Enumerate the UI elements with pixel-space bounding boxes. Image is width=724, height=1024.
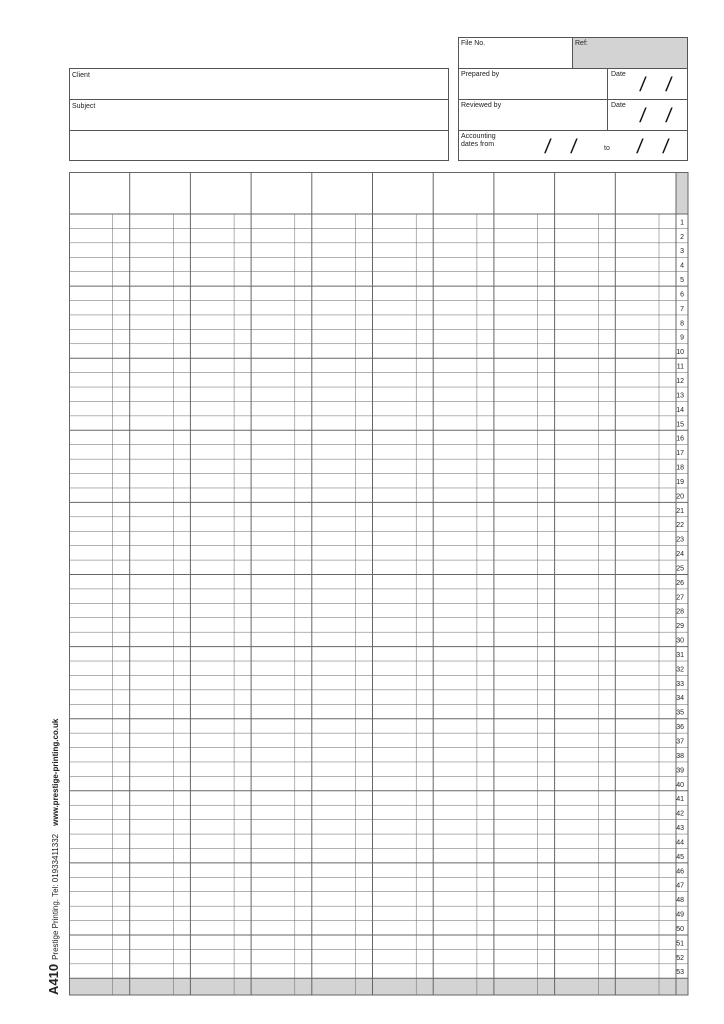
row-number: 43 — [676, 825, 684, 833]
row-number: 35 — [676, 709, 684, 717]
prepared-date-label: Date — [611, 71, 626, 78]
row-number: 39 — [676, 767, 684, 775]
dates-from-label: dates from — [461, 141, 495, 148]
file-no-field[interactable] — [458, 37, 573, 69]
extra-info-field[interactable] — [69, 130, 449, 161]
client-label: Client — [72, 72, 90, 79]
row-number: 11 — [676, 363, 684, 371]
to-label: to — [604, 145, 610, 152]
row-number: 9 — [680, 334, 684, 342]
row-number: 41 — [676, 796, 684, 804]
date-separator: / — [569, 136, 579, 158]
row-number: 23 — [676, 536, 684, 544]
file-no-label: File No. — [461, 40, 486, 47]
reviewed-by-label: Reviewed by — [461, 102, 502, 109]
number-column-header — [676, 173, 688, 215]
row-number: 30 — [676, 637, 684, 645]
row-number: 37 — [676, 738, 684, 746]
date-separator: / — [543, 136, 553, 158]
date-separator: / — [638, 105, 648, 127]
accounting-dates-field[interactable] — [458, 130, 688, 161]
row-number: 32 — [676, 666, 684, 674]
row-number: 47 — [676, 882, 684, 890]
row-number: 27 — [676, 594, 684, 602]
row-number: 24 — [676, 551, 684, 559]
row-number: 6 — [680, 291, 684, 299]
ref-field[interactable] — [572, 37, 688, 69]
row-number: 38 — [676, 752, 684, 760]
row-number: 16 — [676, 435, 684, 443]
row-number: 3 — [680, 248, 684, 256]
row-number: 18 — [676, 464, 684, 472]
date-separator: / — [635, 136, 645, 158]
row-number: 20 — [676, 493, 684, 501]
row-number: 8 — [680, 320, 684, 328]
ref-label: Ref: — [575, 40, 588, 47]
row-number: 48 — [676, 897, 684, 905]
row-number: 21 — [676, 507, 684, 515]
grid-border — [70, 173, 689, 996]
row-number: 33 — [676, 680, 684, 688]
row-number: 25 — [676, 565, 684, 573]
row-number: 34 — [676, 695, 684, 703]
reviewed-by-field[interactable] — [458, 99, 608, 131]
row-number: 5 — [680, 277, 684, 285]
date-separator: / — [664, 105, 674, 127]
subject-field[interactable] — [69, 99, 449, 131]
website-text: www.prestige-printing.co.uk — [51, 718, 60, 826]
working-paper-grid[interactable] — [69, 172, 689, 996]
date-separator: / — [664, 74, 674, 96]
row-number: 10 — [676, 349, 684, 357]
row-number: 51 — [676, 940, 684, 948]
row-number: 2 — [680, 233, 684, 241]
prepared-date-field[interactable] — [607, 68, 688, 100]
row-number: 13 — [676, 392, 684, 400]
reviewed-date-label: Date — [611, 102, 626, 109]
publisher-text: Prestige Printing. Tel: 01933411332 — [51, 833, 60, 960]
accounting-label: Accounting — [461, 133, 496, 140]
subject-label: Subject — [72, 103, 96, 110]
row-number: 31 — [676, 651, 684, 659]
row-number: 29 — [676, 623, 684, 631]
row-number: 53 — [676, 969, 684, 977]
prepared-by-label: Prepared by — [461, 71, 500, 78]
row-number: 17 — [676, 450, 684, 458]
row-number: 36 — [676, 724, 684, 732]
form-code: A410 — [46, 963, 61, 995]
row-number: 15 — [676, 421, 684, 429]
row-number: 52 — [676, 954, 684, 962]
row-number: 19 — [676, 478, 684, 486]
date-separator: / — [661, 136, 671, 158]
row-number: 26 — [676, 579, 684, 587]
date-separator: / — [638, 74, 648, 96]
row-number: 1 — [680, 219, 684, 227]
row-number: 28 — [676, 608, 684, 616]
row-number: 22 — [676, 522, 684, 530]
row-number: 7 — [680, 305, 684, 313]
row-number: 42 — [676, 810, 684, 818]
row-number: 12 — [676, 378, 684, 386]
row-number: 50 — [676, 925, 684, 933]
footer-imprint — [46, 719, 61, 995]
reviewed-date-field[interactable] — [607, 99, 688, 131]
totals-band — [70, 978, 689, 995]
row-number: 44 — [676, 839, 684, 847]
row-number: 46 — [676, 868, 684, 876]
client-field[interactable] — [69, 68, 449, 100]
row-number: 45 — [676, 853, 684, 861]
row-number: 14 — [676, 406, 684, 414]
row-number: 40 — [676, 781, 684, 789]
row-number: 49 — [676, 911, 684, 919]
row-number: 4 — [680, 262, 684, 270]
prepared-by-field[interactable] — [458, 68, 608, 100]
